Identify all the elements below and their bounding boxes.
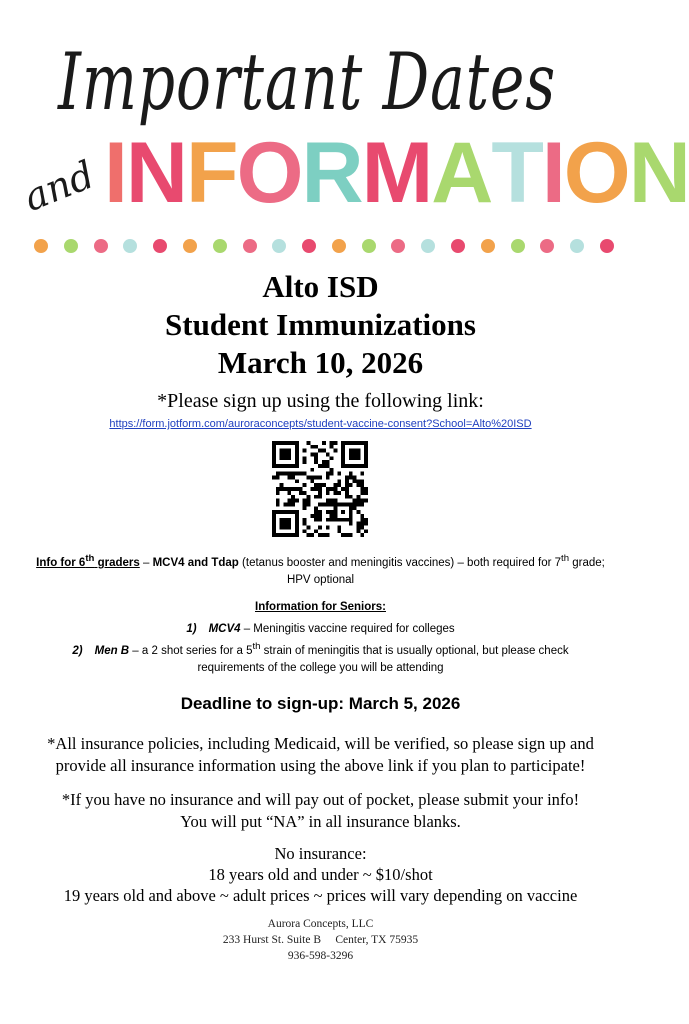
decorative-dot — [94, 239, 108, 253]
decorative-dot — [451, 239, 465, 253]
info-letter: N — [125, 125, 187, 221]
decorative-dot — [213, 239, 227, 253]
sixth-label-text: Info for 6 — [36, 556, 86, 569]
decorative-dot — [391, 239, 405, 253]
decorative-dot — [540, 239, 554, 253]
footer-address: 233 Hurst St. Suite B Center, TX 75935 — [222, 934, 419, 946]
senior-item2-sup: th — [252, 641, 261, 652]
info-letter: F — [186, 125, 237, 221]
sixth-desc: (tetanus booster and meningitis vaccines) – both required for 7 — [238, 556, 562, 569]
decorative-dot — [64, 239, 78, 253]
decorative-dot — [183, 239, 197, 253]
sixth-hpv: HPV optional — [286, 573, 355, 586]
insurance-notice: *All insurance policies, including Medicaid, will be verified, so please sign up and provide all insurance information using the above link if you plan to participate! — [47, 734, 594, 775]
senior-item-menb — [0, 638, 641, 660]
header-banner — [0, 0, 689, 262]
sixth-vaccines: MCV4 and Tdap — [152, 556, 239, 569]
info-letter: T — [491, 125, 542, 221]
senior-item1-name: MCV4 — [208, 623, 241, 635]
sixth-desc-sup: th — [561, 553, 570, 564]
header-script-title: Important Dates — [58, 36, 557, 128]
qr-code[interactable] — [272, 441, 368, 537]
header-dot-row — [34, 236, 614, 258]
decorative-dot — [600, 239, 614, 253]
decorative-dot — [123, 239, 137, 253]
pricing-minors: 18 years old and under ~ $10/shot — [208, 865, 433, 884]
senior-item2-text-post: strain of meningitis that is usually optional, but please check — [260, 644, 569, 657]
footer-company: Aurora Concepts, LLC — [267, 918, 374, 930]
title-district: Alto ISD — [262, 269, 379, 304]
info-letter: O — [236, 125, 302, 221]
seniors-heading: Information for Seniors: — [255, 601, 386, 613]
title-date: March 10, 2026 — [217, 345, 424, 380]
header-script-and: and — [17, 152, 101, 220]
decorative-dot — [511, 239, 525, 253]
signup-link[interactable]: https://form.jotform.com/auroraconcepts/student-vaccine-consent?School=Alto%20ISD — [109, 418, 532, 430]
event-title — [0, 268, 641, 382]
decorative-dot — [302, 239, 316, 253]
info-letter: A — [431, 125, 492, 221]
sixth-desc-post: grade; — [569, 556, 605, 569]
footer-phone: 936-598-3296 — [287, 950, 354, 962]
sixth-label-post: graders — [94, 556, 140, 569]
pricing-heading: No insurance: — [274, 844, 367, 863]
decorative-dot — [34, 239, 48, 253]
sixth-grade-label — [36, 553, 140, 569]
info-letter: N — [628, 125, 689, 221]
info-letter: R — [301, 125, 362, 221]
decorative-dot — [481, 239, 495, 253]
signup-deadline: Deadline to sign-up: March 5, 2026 — [180, 694, 461, 713]
senior-item2-text: – a 2 shot series for a 5 — [129, 644, 253, 657]
info-letter: O — [563, 125, 629, 221]
seniors-list — [0, 621, 641, 677]
senior-item-mcv4 — [0, 621, 641, 638]
senior-item2-num: 2) — [72, 644, 83, 657]
pricing-adults: 19 years old and above ~ adult prices ~ prices will vary depending on vaccine — [63, 886, 578, 905]
sixth-grade-info — [30, 550, 611, 589]
decorative-dot — [421, 239, 435, 253]
senior-item1-text: – Meningitis vaccine required for colleges — [240, 623, 455, 635]
senior-item2-name: Men B — [94, 644, 130, 657]
signup-instruction: *Please sign up using the following link: — [157, 390, 484, 412]
no-insurance-line1: *If you have no insurance and will pay out of pocket, please submit your info! — [61, 790, 580, 809]
decorative-dot — [362, 239, 376, 253]
title-event: Student Immunizations — [165, 307, 476, 342]
senior-item2-line2: requirements of the college you will be attending — [197, 661, 444, 674]
decorative-dot — [332, 239, 346, 253]
info-letter: I — [104, 125, 126, 221]
footer-contact — [0, 916, 641, 964]
sixth-dash: – — [139, 556, 153, 569]
decorative-dot — [570, 239, 584, 253]
decorative-dot — [153, 239, 167, 253]
no-insurance-notice — [20, 789, 621, 833]
sixth-label-sup: th — [85, 553, 95, 564]
info-letter: M — [361, 125, 432, 221]
pricing — [0, 843, 641, 906]
info-letter: I — [541, 125, 564, 221]
decorative-dot — [272, 239, 286, 253]
header-information-word — [104, 125, 689, 221]
no-insurance-line2: You will put “NA” in all insurance blanks. — [180, 812, 461, 831]
senior-item1-num: 1) — [186, 623, 197, 635]
decorative-dot — [243, 239, 257, 253]
